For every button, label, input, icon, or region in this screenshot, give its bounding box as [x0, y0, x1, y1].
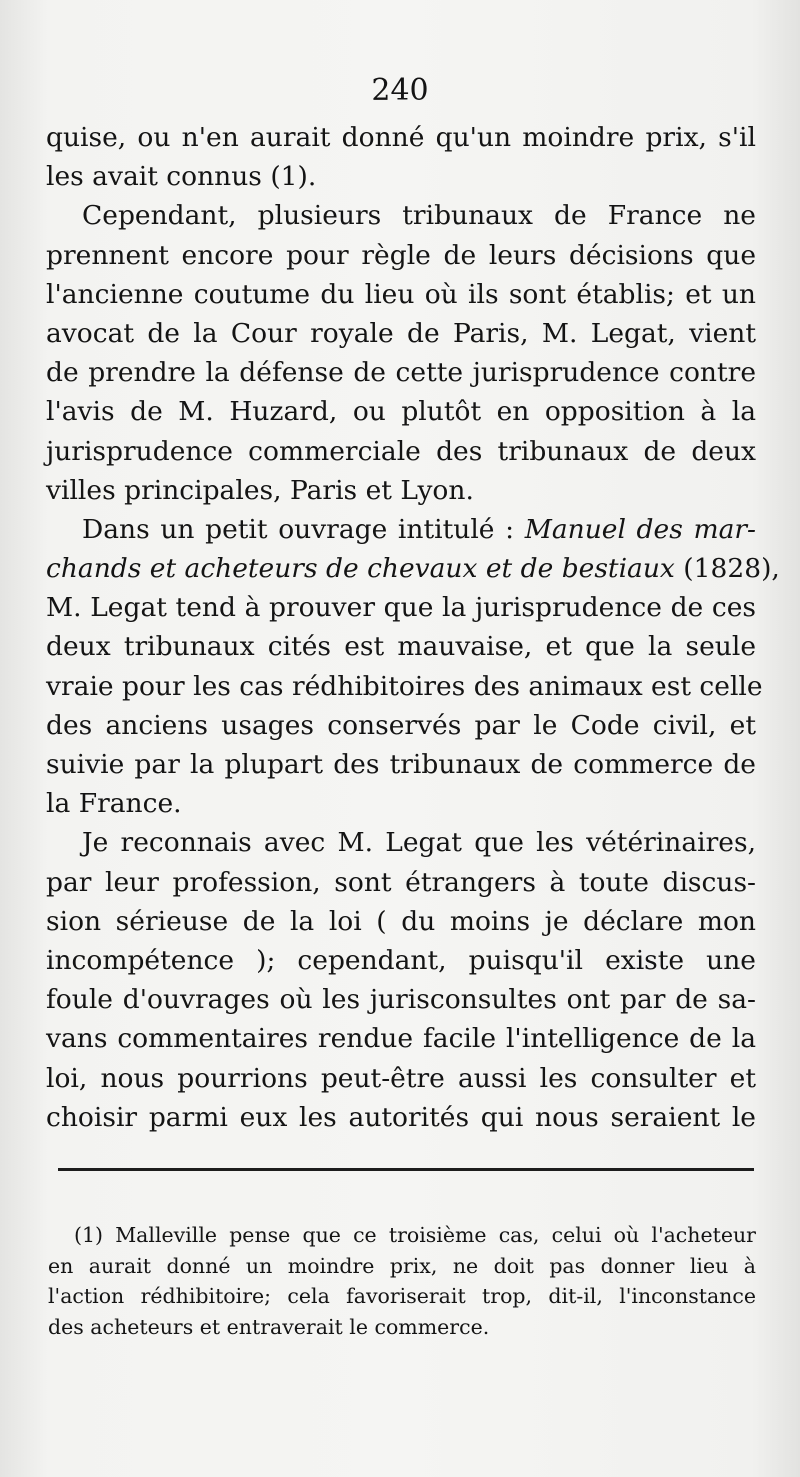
text-line: [46, 353, 756, 392]
text-line: [46, 118, 756, 157]
text-line-content: jurisprudence commerciale des tribunaux de deux: [46, 435, 756, 467]
text-line-content: M. Legat tend à prouver que la jurisprudence de ces: [46, 592, 756, 624]
text-line: [46, 1059, 756, 1098]
text-line-content: des anciens usages conservés par le Code civil, et: [46, 709, 756, 741]
text-segment: (1828),: [674, 553, 780, 585]
italic-title-text: Manuel des mar-: [524, 513, 756, 545]
text-line-content: villes principales, Paris et Lyon.: [46, 474, 474, 506]
text-line-content: suivie par la plupart des tribunaux de commerce de: [46, 749, 756, 780]
text-line: [46, 588, 756, 627]
text-line-content: la France.: [46, 788, 182, 820]
text-line-content: deux tribunaux cités est mauvaise, et que la seule: [46, 631, 756, 663]
page-number: 240: [371, 73, 429, 108]
footnote: [48, 1220, 756, 1342]
text-line-content: Je reconnais avec M. Legat que les vétérinaires,: [82, 827, 756, 859]
text-line-content: l'ancienne coutume du lieu où ils sont établis; et un: [46, 278, 756, 310]
text-line: [46, 510, 756, 549]
text-line: [46, 314, 756, 353]
footnote-line: l'action rédhibitoire; cela favoriserait trop, dit-il, l'inconstance: [48, 1284, 756, 1308]
footnote-line: (1) Malleville pense que ce troisième cas, celui où l'acheteur: [74, 1223, 756, 1247]
text-line: [46, 236, 756, 275]
text-line-content: foule d'ouvrages où les jurisconsultes ont par de sa-: [46, 984, 756, 1016]
text-line: [46, 196, 756, 235]
text-line: [46, 549, 780, 588]
text-line: [46, 941, 756, 980]
text-line: [46, 667, 763, 706]
text-segment: Dans un petit ouvrage intitulé :: [82, 513, 525, 545]
text-line: [46, 706, 756, 745]
text-line-content: vans commentaires rendue facile l'intelligence de la: [46, 1023, 756, 1055]
text-line: [46, 980, 756, 1019]
text-line: [46, 823, 756, 862]
text-line-content: choisir parmi eux les autorités qui nous seraient le: [46, 1101, 756, 1133]
text-line-content: sion sérieuse de la loi ( du moins je déclare mon: [46, 905, 756, 937]
text-line: [46, 275, 756, 314]
footnote-line: en aurait donné un moindre prix, ne doit pas donner lieu à: [48, 1253, 756, 1278]
text-line: [46, 784, 756, 823]
text-line: [46, 745, 756, 784]
text-line: [46, 432, 756, 471]
text-line-content: les avait connus (1).: [46, 161, 317, 193]
italic-title-text: chands et acheteurs de chevaux et de bestiaux: [46, 553, 675, 585]
text-line: [46, 1019, 756, 1058]
footnote-separator: [58, 1168, 754, 1171]
main-text: [46, 118, 780, 1137]
text-line: [46, 627, 756, 666]
text-line-content: incompétence ); cependant, puisqu'il existe une: [46, 944, 756, 976]
text-line: [46, 1098, 756, 1137]
text-line-content: l'avis de M. Huzard, ou plutôt en opposition à la: [46, 396, 756, 428]
text-line-content: par leur profession, sont étrangers à toute discus-: [46, 866, 756, 898]
text-line: [46, 902, 756, 941]
text-line-content: Cependant, plusieurs tribunaux de France ne: [82, 200, 756, 232]
text-line-content: de prendre la défense de cette jurisprudence contre: [46, 357, 756, 389]
footnote-line: des acheteurs et entraverait le commerce.: [48, 1314, 490, 1339]
text-line-content: loi, nous pourrions peut-être aussi les consulter et: [46, 1062, 756, 1094]
text-line: [46, 863, 756, 902]
text-line: [46, 471, 756, 510]
text-line-content: vraie pour les cas rédhibitoires des animaux est celle: [46, 670, 763, 702]
text-line-content: avocat de la Cour royale de Paris, M. Legat, vient: [46, 317, 756, 349]
text-line: [46, 157, 756, 196]
text-line-content: prennent encore pour règle de leurs décisions que: [46, 239, 756, 271]
text-line-content: quise, ou n'en aurait donné qu'un moindre prix, s'il: [46, 122, 756, 153]
text-line: [46, 392, 756, 431]
